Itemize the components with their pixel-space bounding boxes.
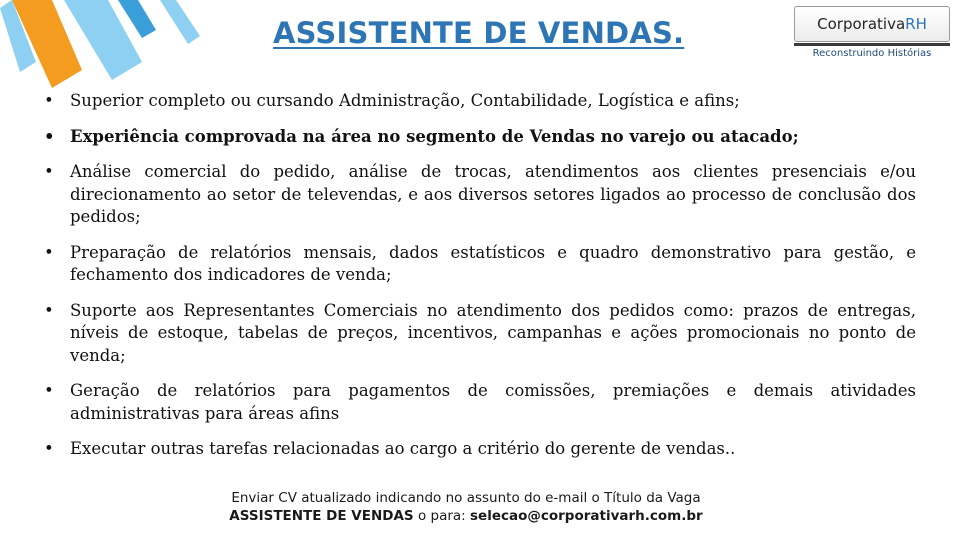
bullet-dot: • (44, 242, 54, 262)
requirement-text: Geração de relatórios para pagamentos de comissões, premiações e demais atividades administrativas para áreas afins (70, 381, 916, 423)
requirement-item (44, 438, 916, 461)
stripe-light-right (160, 0, 200, 44)
requirement-item (44, 300, 916, 368)
instructions-line: Enviar CV atualizado indicando no assunto do e-mail o Título da Vaga (231, 490, 701, 506)
requirement-item (44, 90, 916, 113)
company-logo (794, 6, 950, 64)
contact-line (0, 507, 932, 525)
page-title: ASSISTENTE DE VENDAS. (273, 16, 685, 50)
requirement-item (44, 242, 916, 287)
requirement-text: Preparação de relatórios mensais, dados estatísticos e quadro demonstrativo para gestão, e fechamento dos indicadores de venda; (70, 242, 916, 284)
application-instructions (0, 489, 932, 525)
logo-name-box (794, 6, 950, 42)
bullet-dot: • (44, 439, 54, 458)
requirement-item (44, 380, 916, 425)
requirement-item (44, 126, 916, 149)
logo-tagline: Reconstruindo Histórias (812, 48, 932, 59)
contact-email[interactable]: selecao@corporativarh.com.br (470, 508, 703, 524)
bullet-dot: • (44, 126, 55, 146)
requirement-text: Experiência comprovada na área no segmento de Vendas no varejo ou atacado; (70, 126, 799, 146)
requirement-text: Suporte aos Representantes Comerciais no atendimento dos pedidos como: prazos de entregas, níveis de estoque, tabelas de preços, incentivos, campanhas e ações promocionais no ponto de venda; (70, 300, 916, 365)
bullet-dot: • (44, 162, 54, 181)
job-title-highlight: ASSISTENTE DE VENDAS (229, 508, 414, 524)
requirements-list (44, 90, 916, 474)
bullet-dot: • (44, 381, 54, 400)
decorative-stripes (0, 0, 210, 100)
requirement-text: Executar outras tarefas relacionadas ao cargo a critério do gerente de vendas.. (70, 439, 736, 458)
logo-underline-bar (794, 43, 950, 46)
bullet-dot: • (44, 300, 54, 320)
requirement-text: Análise comercial do pedido, análise de trocas, atendimentos aos clientes presenciais e/ou direcionamento ao setor de televendas, e aos diversos setores ligados ao processo de conclusão dos pedidos; (70, 162, 916, 226)
contact-connector: o para: (413, 508, 471, 524)
logo-name-corporativa: Corporativa (817, 15, 906, 33)
logo-name-rh: RH (905, 15, 927, 33)
bullet-dot: • (44, 91, 54, 110)
requirement-item (44, 161, 916, 229)
requirement-text: Superior completo ou cursando Administração, Contabilidade, Logística e afins; (70, 91, 740, 110)
